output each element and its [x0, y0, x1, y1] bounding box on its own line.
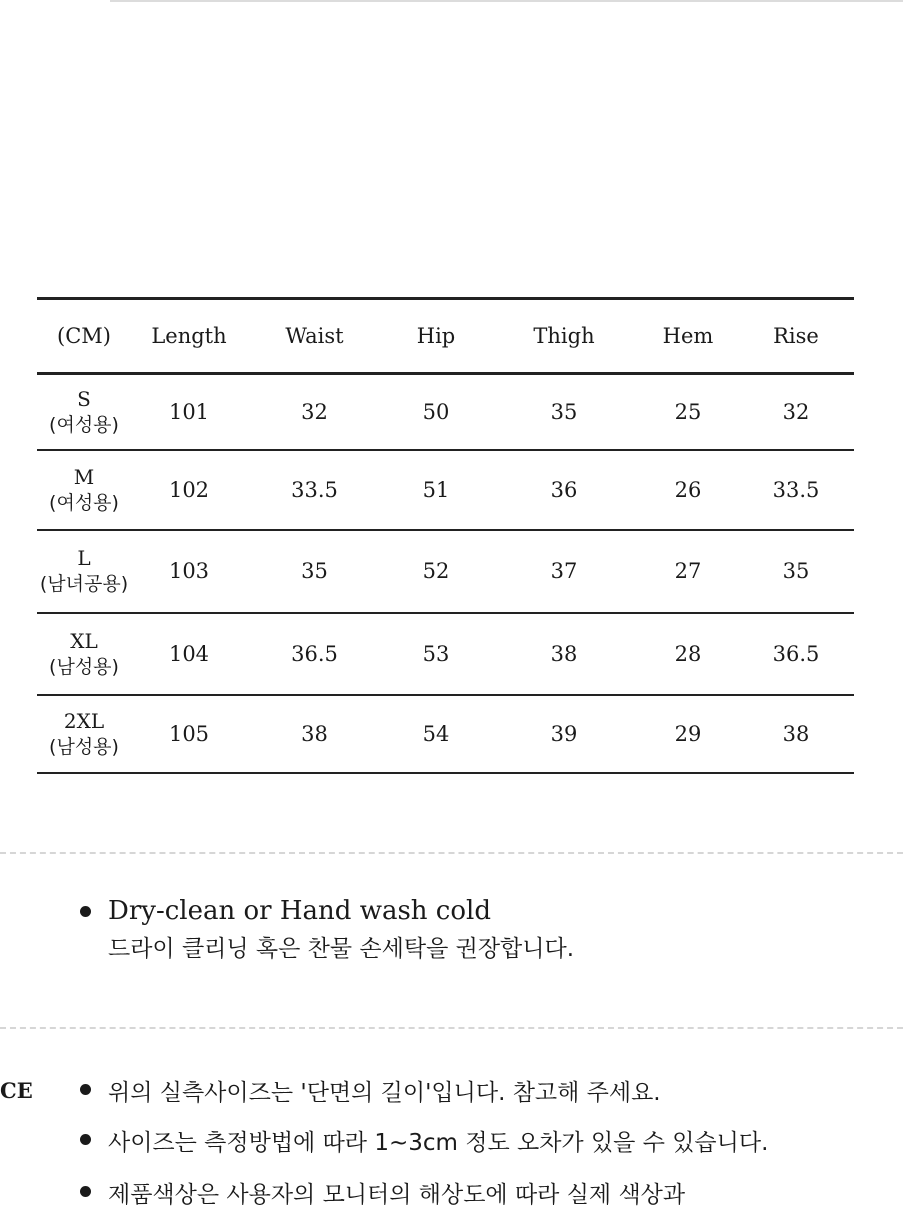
dashed-divider	[0, 852, 903, 854]
length-cell: 104	[168, 641, 210, 666]
bullet-icon	[80, 1134, 91, 1145]
hip-cell: 50	[422, 399, 450, 424]
care-instruction-ko: 드라이 클리닝 혹은 찬물 손세탁을 권장합니다.	[108, 936, 575, 962]
table-row	[37, 450, 854, 530]
notice-text: 사이즈는 측정방법에 따라 1~3cm 정도 오차가 있을 수 있습니다.	[108, 1130, 769, 1156]
size-name: M	[73, 464, 95, 489]
waist-cell: 38	[301, 721, 328, 746]
size-fit: (남성용)	[49, 655, 119, 678]
length-cell: 102	[168, 477, 210, 502]
waist-cell: 36.5	[291, 641, 338, 666]
size-name: XL	[70, 628, 98, 653]
table-header-row	[37, 299, 854, 374]
bullet-icon	[80, 1084, 91, 1095]
hip-cell: 54	[422, 721, 450, 746]
hip-cell: 52	[422, 559, 450, 583]
length-cell: 105	[168, 721, 210, 746]
hip-cell: 51	[422, 477, 450, 502]
size-fit: (남성용)	[49, 735, 119, 758]
size-label-cell	[37, 374, 131, 450]
hem-cell: 26	[674, 477, 702, 502]
rise-cell: 32	[782, 399, 810, 424]
size-fit: (여성용)	[49, 413, 119, 436]
rise-cell: 36.5	[772, 641, 820, 666]
header-hip: Hip	[382, 299, 490, 374]
size-label-cell	[37, 613, 131, 695]
header-waist: Waist	[247, 299, 382, 374]
thigh-cell: 35	[550, 399, 578, 424]
size-label-cell	[37, 530, 131, 613]
table-row	[37, 613, 854, 695]
size-fit: (여성용)	[49, 491, 119, 514]
header-length: Length	[131, 299, 247, 374]
notice-text: 위의 실측사이즈는 '단면의 길이'입니다. 참고해 주세요.	[108, 1080, 661, 1106]
table-row	[37, 530, 854, 613]
care-instruction-en: Dry-clean or Hand wash cold	[108, 896, 491, 926]
size-name: S	[77, 386, 91, 411]
thigh-cell: 38	[550, 641, 578, 666]
length-cell: 103	[168, 559, 210, 583]
rise-cell: 38	[782, 721, 810, 746]
size-fit: (남녀공용)	[39, 573, 129, 595]
notice-text: 제품색상은 사용자의 모니터의 해상도에 따라 실제 색상과	[108, 1182, 686, 1208]
hip-cell: 53	[422, 641, 450, 666]
bullet-icon	[80, 906, 91, 917]
hem-cell: 29	[674, 721, 702, 746]
thigh-cell: 37	[550, 559, 578, 583]
header-unit: (CM)	[37, 299, 131, 374]
top-divider	[110, 0, 903, 2]
length-cell: 101	[168, 399, 210, 424]
thigh-cell: 36	[550, 477, 578, 502]
dashed-divider	[0, 1027, 903, 1029]
bullet-icon	[80, 1186, 91, 1197]
hem-cell: 28	[674, 641, 702, 666]
waist-cell: 32	[301, 399, 328, 424]
header-rise: Rise	[738, 299, 854, 374]
waist-cell: 35	[301, 559, 328, 583]
hem-cell: 27	[674, 559, 702, 583]
waist-cell: 33.5	[291, 477, 338, 502]
header-hem: Hem	[638, 299, 738, 374]
size-chart-table	[37, 297, 854, 774]
table-row	[37, 374, 854, 450]
rise-cell: 33.5	[772, 477, 820, 502]
header-thigh: Thigh	[490, 299, 638, 374]
thigh-cell: 39	[550, 721, 578, 746]
size-name: 2XL	[63, 708, 105, 733]
size-name: L	[77, 546, 91, 570]
rise-cell: 35	[782, 559, 810, 583]
size-label-cell	[37, 695, 131, 773]
size-label-cell	[37, 450, 131, 530]
notice-section-label: CE	[0, 1078, 33, 1103]
table-row	[37, 695, 854, 773]
hem-cell: 25	[674, 399, 702, 424]
